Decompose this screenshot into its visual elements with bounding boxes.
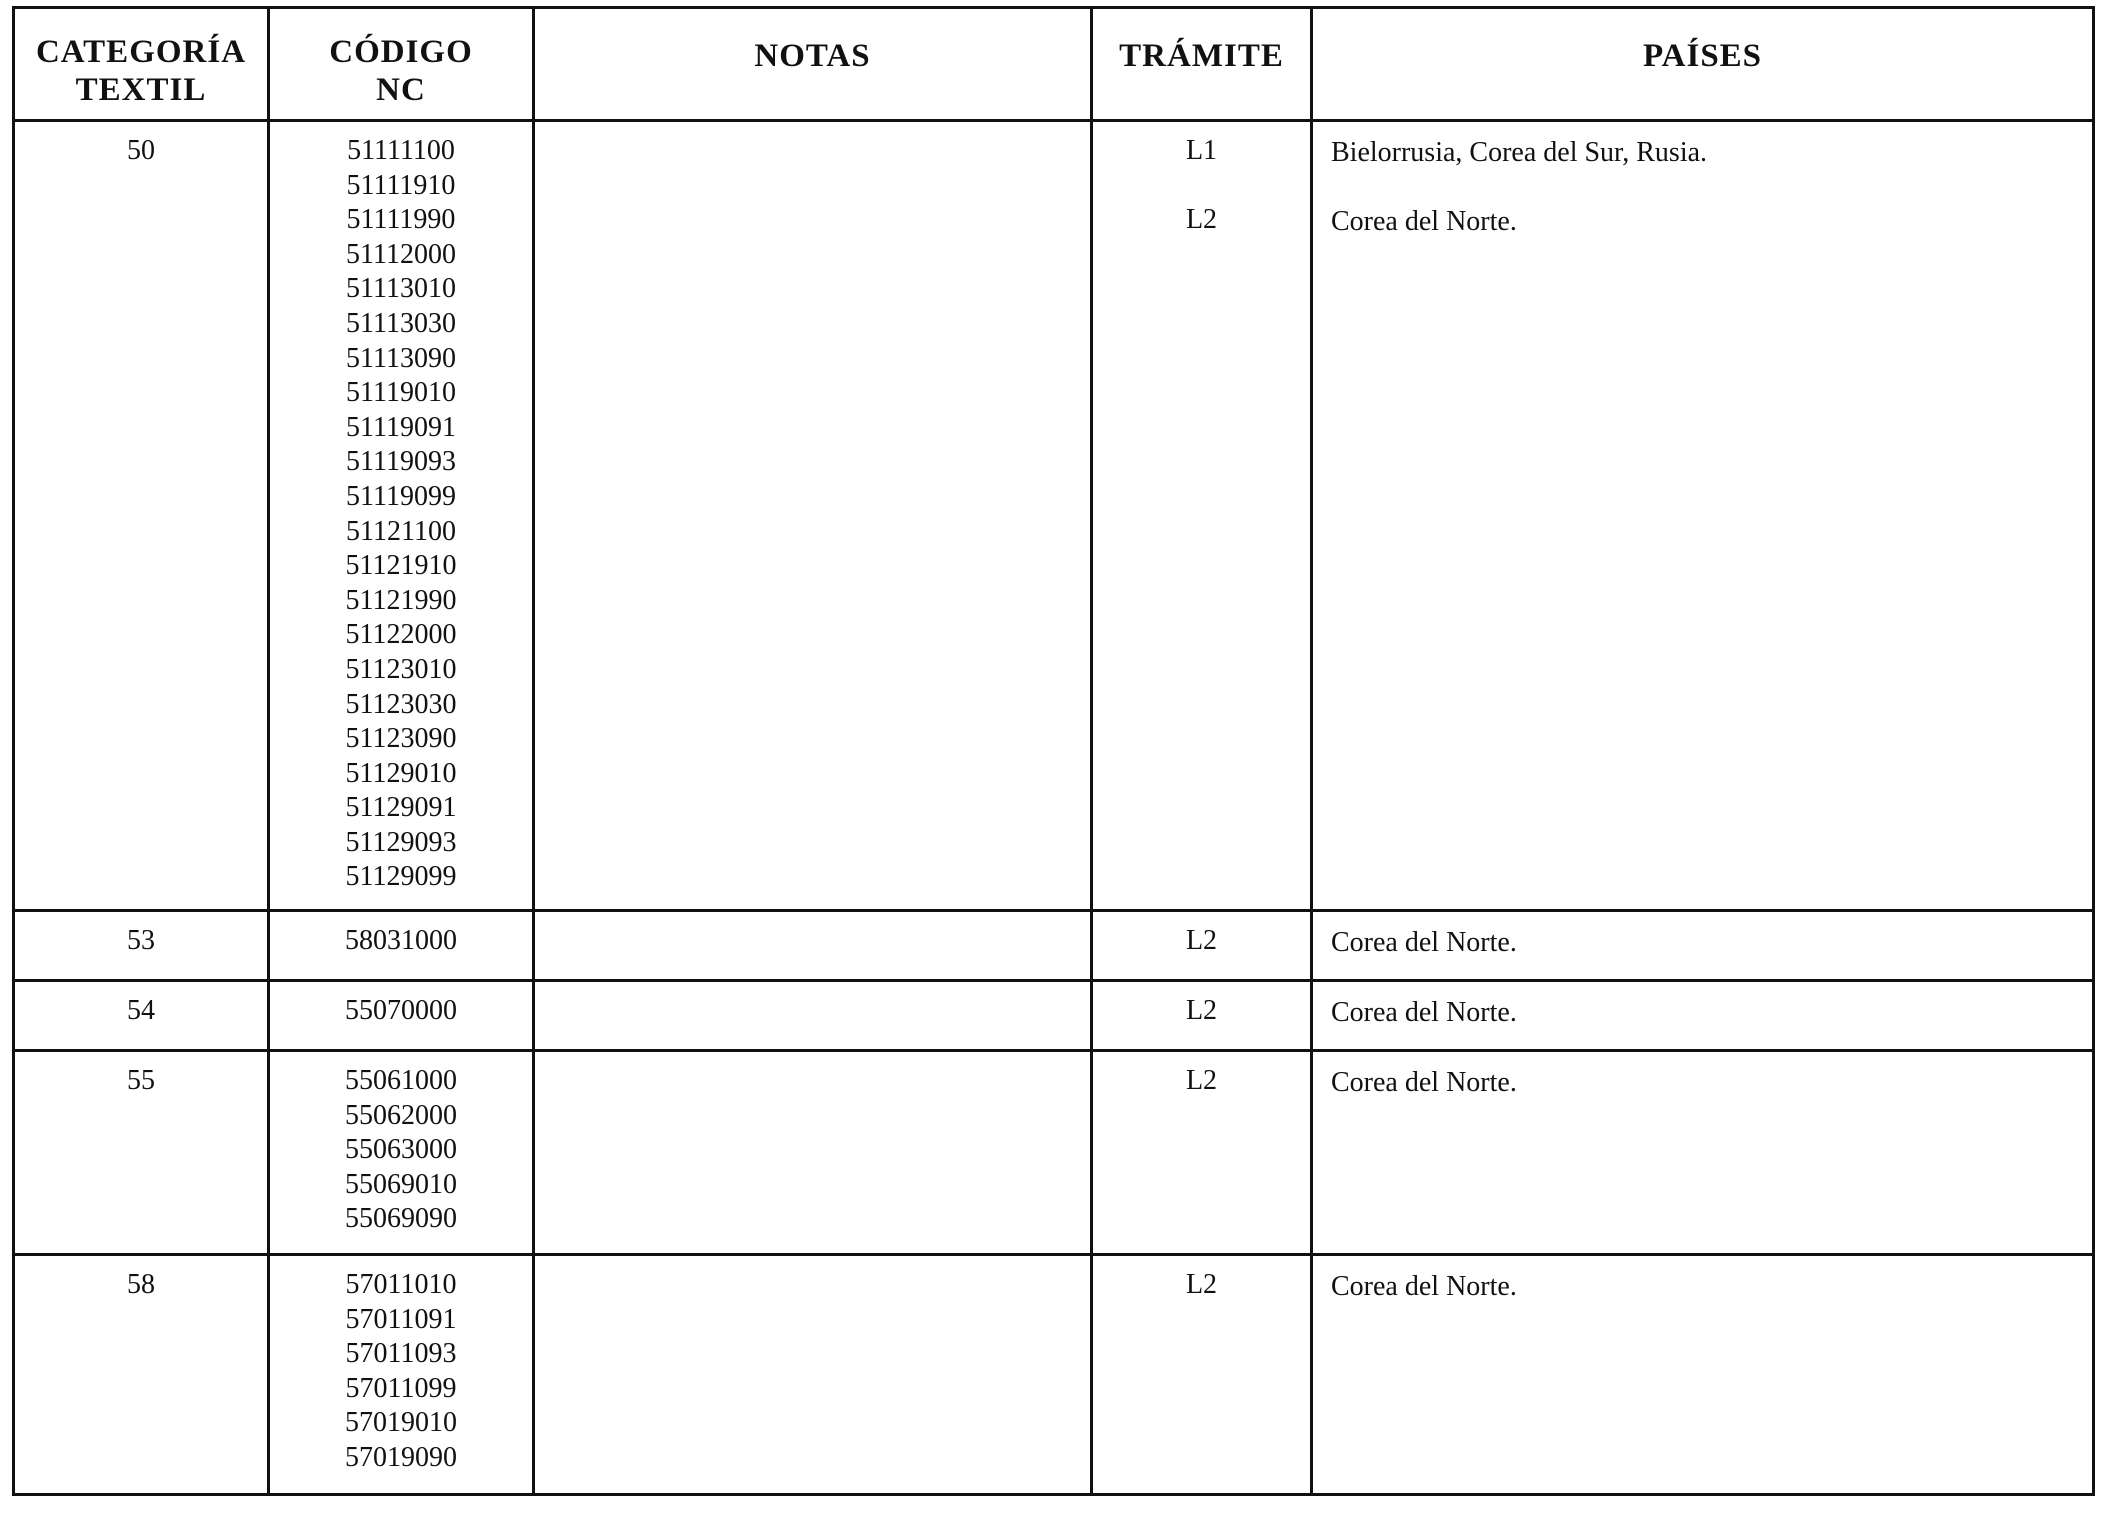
codigo-item: 55061000: [345, 1065, 457, 1096]
paises-value: Corea del Norte.: [1331, 997, 1517, 1028]
codigo-item: 51123090: [345, 723, 457, 755]
notas-cell: [534, 911, 1092, 981]
tramite-value: L2: [1185, 995, 1218, 1026]
categoria-cell: 58: [14, 1255, 269, 1495]
codigo-item: 58031000: [345, 925, 457, 956]
table-row: [14, 1051, 2094, 1255]
categoria-cell: 50: [14, 121, 269, 911]
notas-cell: [534, 981, 1092, 1051]
codigo-item: 51121100: [346, 515, 456, 547]
codigo-nc-cell: [269, 121, 534, 911]
codigo-item: 57019010: [345, 1407, 457, 1439]
codigo-item: 51119091: [346, 411, 456, 443]
codigo-nc-cell: [269, 1255, 534, 1495]
table-row: [14, 121, 2094, 911]
header-categoria-line1: CATEGORÍA: [35, 34, 247, 70]
codigo-item: 51119093: [346, 446, 456, 478]
notas-cell: [534, 1255, 1092, 1495]
categoria-cell: 54: [14, 981, 269, 1051]
header-row: [14, 8, 2094, 121]
codigo-item: 55063000: [345, 1134, 457, 1166]
codigo-list: [270, 1064, 532, 1237]
tramite-value: L2: [1185, 1065, 1218, 1096]
table-row: [14, 911, 2094, 981]
categoria-cell: 53: [14, 911, 269, 981]
codigo-item: 51111990: [346, 204, 456, 236]
codigo-item: 55070000: [345, 995, 457, 1026]
codigo-item: 57019090: [345, 1441, 457, 1473]
paises-value: Bielorrusia, Corea del Sur, Rusia.: [1331, 137, 1708, 168]
notas-cell: [534, 1051, 1092, 1255]
paises-value: Corea del Norte.: [1331, 1067, 1517, 1098]
codigo-item: 51111100: [347, 135, 455, 166]
codigo-nc-cell: [269, 911, 534, 981]
spacer: [1093, 169, 1310, 204]
codigo-list: [270, 134, 532, 895]
codigo-item: 57011099: [345, 1372, 457, 1404]
codigo-item: 51123030: [345, 688, 457, 720]
tramite-cell: [1092, 1051, 1312, 1255]
header-codigo-line1: CÓDIGO: [329, 34, 473, 70]
header-categoria-line2: TEXTIL: [75, 72, 207, 108]
codigo-list: [270, 994, 532, 1029]
codigo-item: 51119010: [346, 377, 456, 409]
codigo-item: 51111910: [346, 169, 456, 201]
tramite-cell: [1092, 121, 1312, 911]
codigo-nc-cell: [269, 1051, 534, 1255]
codigo-item: 57011093: [345, 1338, 457, 1370]
paises-cell: [1312, 981, 2094, 1051]
codigo-item: 55069010: [345, 1168, 457, 1200]
tramite-cell: [1092, 981, 1312, 1051]
header-codigo-line2: NC: [376, 72, 426, 108]
paises-cell: [1312, 1255, 2094, 1495]
categoria-cell: 55: [14, 1051, 269, 1255]
codigo-item: 51113010: [346, 273, 456, 305]
tramite-value: L2: [1185, 204, 1218, 236]
paises-value: Corea del Norte.: [1331, 206, 1517, 238]
spacer: [1331, 171, 2092, 206]
codigo-item: 51129010: [345, 757, 457, 789]
codigo-item: 57011010: [345, 1269, 457, 1300]
codigo-item: 55069090: [345, 1203, 457, 1235]
table-row: [14, 981, 2094, 1051]
codigo-nc-cell: [269, 981, 534, 1051]
header-codigo-nc: [269, 8, 534, 121]
codigo-item: 51129099: [345, 861, 457, 893]
header-notas: NOTAS: [534, 8, 1092, 121]
codigo-item: 51123010: [345, 653, 457, 685]
tramite-value: L1: [1185, 135, 1218, 166]
codigo-item: 51129093: [345, 826, 457, 858]
table-body: [14, 121, 2094, 1495]
tramite-value: L2: [1185, 1269, 1218, 1300]
header-categoria-textil: [14, 8, 269, 121]
tramite-value: L2: [1185, 925, 1218, 956]
codigo-item: 51119099: [346, 480, 456, 512]
codigo-item: 57011091: [345, 1303, 457, 1335]
codigo-item: 51129091: [345, 792, 457, 824]
codigo-item: 51112000: [346, 238, 456, 270]
paises-value: Corea del Norte.: [1331, 927, 1517, 958]
header-paises: PAÍSES: [1312, 8, 2094, 121]
codigo-item: 55062000: [345, 1099, 457, 1131]
header-tramite: TRÁMITE: [1092, 8, 1312, 121]
paises-cell: [1312, 1051, 2094, 1255]
table-row: [14, 1255, 2094, 1495]
codigo-item: 51122000: [345, 619, 457, 651]
codigo-item: 51121990: [345, 584, 457, 616]
notas-cell: [534, 121, 1092, 911]
textile-category-table: [12, 6, 2095, 1496]
paises-cell: [1312, 911, 2094, 981]
tramite-cell: [1092, 911, 1312, 981]
codigo-item: 51113030: [346, 307, 456, 339]
codigo-list: [270, 924, 532, 959]
tramite-cell: [1092, 1255, 1312, 1495]
paises-value: Corea del Norte.: [1331, 1271, 1517, 1302]
codigo-list: [270, 1268, 532, 1476]
codigo-item: 51113090: [346, 342, 456, 374]
codigo-item: 51121910: [345, 550, 457, 582]
paises-cell: [1312, 121, 2094, 911]
